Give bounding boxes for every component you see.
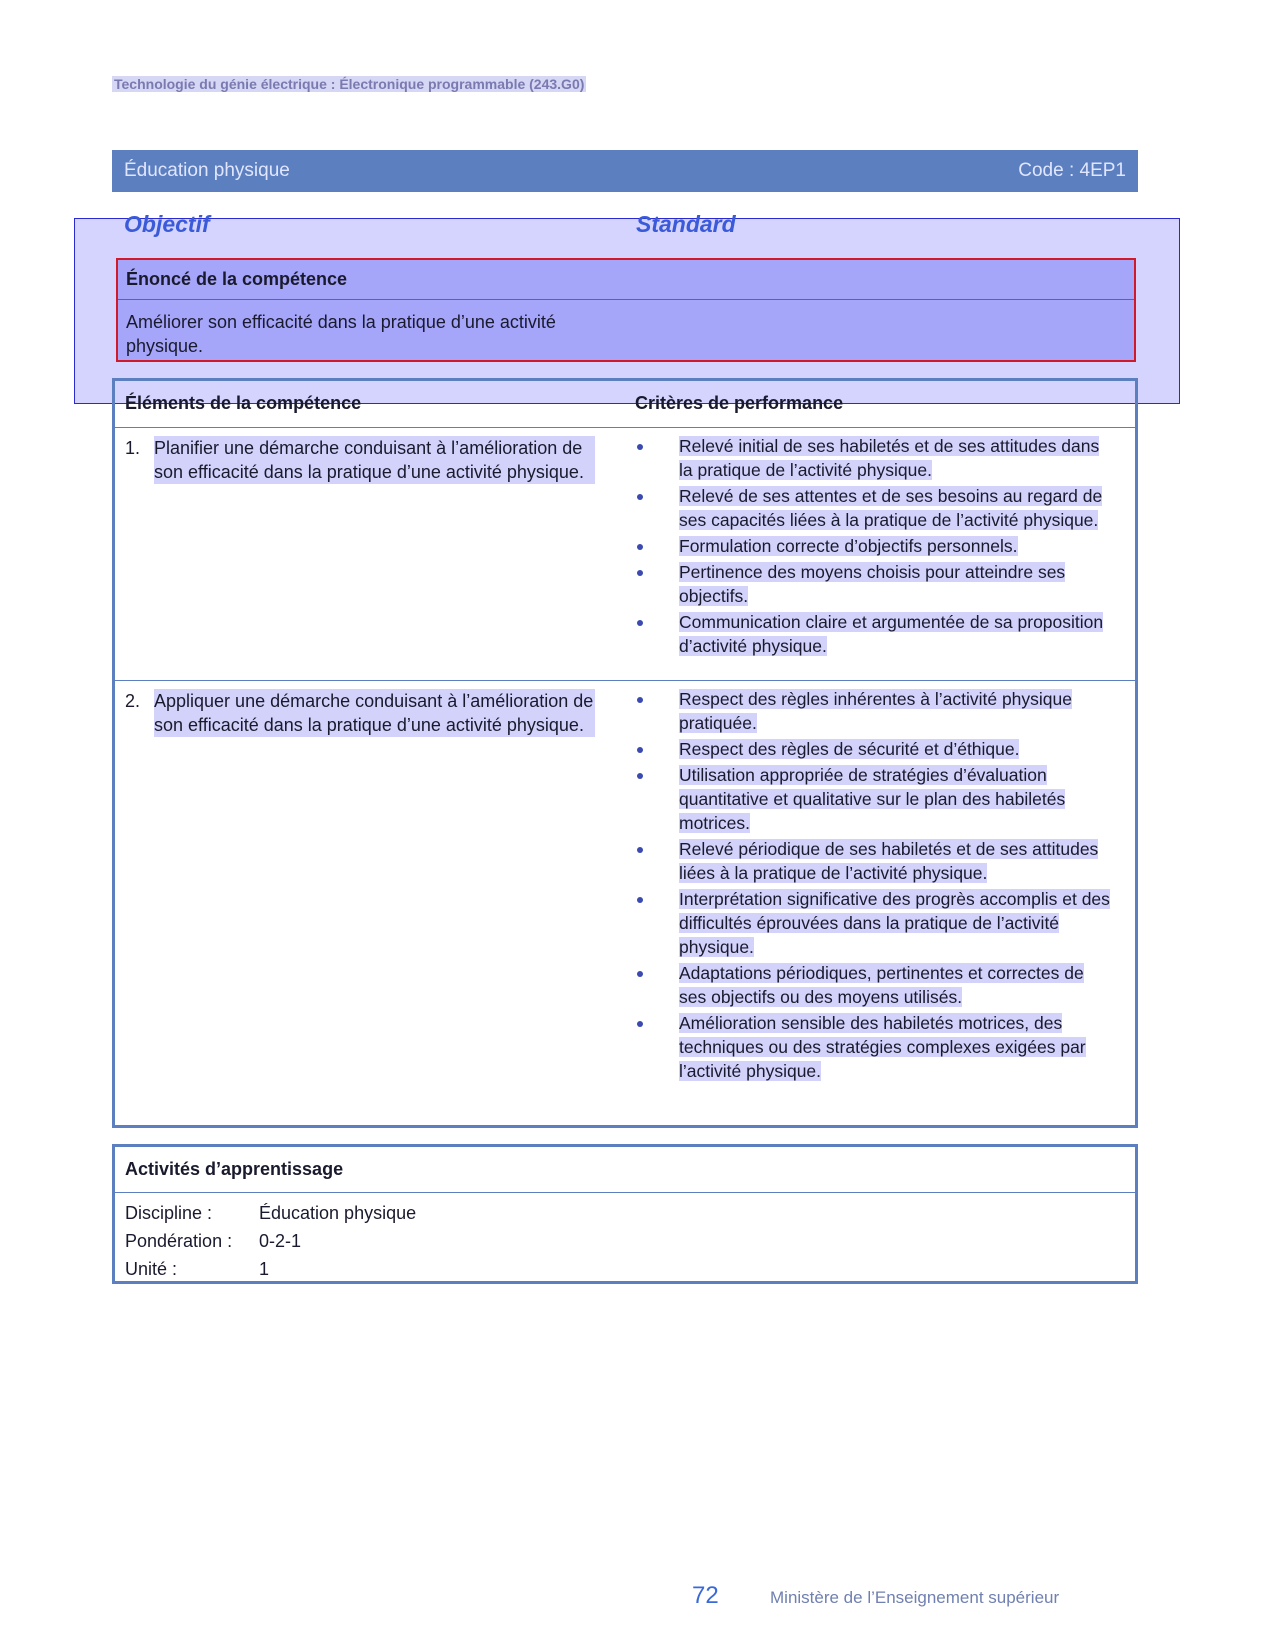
bullet-icon	[637, 971, 643, 977]
course-name: Éducation physique	[124, 160, 290, 181]
bullet-icon	[637, 1021, 643, 1027]
table-row	[115, 681, 1135, 1127]
ponderation-value: 0-2-1	[259, 1231, 302, 1251]
objectif-label: Objectif	[124, 211, 210, 237]
bullet-icon	[637, 570, 643, 576]
criteria-item: Relevé périodique de ses habiletés et de ses attitudes liées à la pratique de l’activité physique.	[635, 837, 1115, 885]
criteria-item: Communication claire et argumentée de sa proposition d’activité physique.	[635, 610, 1115, 658]
competence-text: Améliorer son efficacité dans la pratique d’une activité physique.	[126, 312, 556, 356]
objective-standard-row	[124, 211, 1124, 239]
unite-value: 1	[259, 1259, 270, 1279]
criteria-item: Amélioration sensible des habiletés motrices, des techniques ou des stratégies complexes exigées par l’activité physique.	[635, 1011, 1115, 1083]
bullet-icon	[637, 544, 643, 550]
table-header	[115, 381, 1135, 428]
page-number: 72	[692, 1582, 719, 1609]
elements-column-header: Éléments de la compétence	[125, 393, 362, 413]
criteria-item: Formulation correcte d’objectifs personnels.	[635, 534, 1115, 558]
table-row	[115, 428, 1135, 681]
bullet-icon	[637, 747, 643, 753]
criteria-item: Interprétation significative des progrès accomplis et des difficultés éprouvées dans la pratique de l’activité physique.	[635, 887, 1115, 959]
element-item	[125, 436, 595, 484]
learning-activities	[112, 1144, 1138, 1284]
competence-statement[interactable]	[116, 258, 1136, 362]
bullet-icon	[637, 897, 643, 903]
criteria-item: Utilisation appropriée de stratégies d’évaluation quantitative et qualitative sur le plan des habiletés motrices.	[635, 763, 1115, 835]
criteria-list	[635, 434, 1115, 660]
discipline-value: Éducation physique	[259, 1203, 417, 1223]
element-item	[125, 689, 595, 737]
activities-heading: Activités d’apprentissage	[115, 1147, 1135, 1193]
criteria-item: Relevé de ses attentes et de ses besoins au regard de ses capacités liées à la pratique de l’activité physique.	[635, 484, 1115, 532]
criteria-item: Respect des règles inhérentes à l’activité physique pratiquée.	[635, 687, 1115, 735]
standard-label: Standard	[636, 211, 736, 237]
ministry-name: Ministère de l’Enseignement supérieur	[770, 1588, 1060, 1607]
bullet-icon	[637, 697, 643, 703]
element-number: 1.	[125, 438, 141, 458]
course-title-bar	[112, 150, 1138, 192]
competence-heading: Énoncé de la compétence	[118, 260, 1134, 300]
page-footer	[692, 1582, 1092, 1612]
element-text: Appliquer une démarche conduisant à l’amélioration de son efficacité dans la pratique d’une activité physique.	[154, 691, 594, 735]
discipline-row	[125, 1199, 1135, 1227]
bullet-icon	[637, 620, 643, 626]
criteria-item: Adaptations périodiques, pertinentes et correctes de ses objectifs ou des moyens utilisés.	[635, 961, 1115, 1009]
document-header: Technologie du génie électrique : Électronique programmable (243.G0)	[114, 76, 585, 92]
bullet-icon	[637, 494, 643, 500]
discipline-label: Discipline :	[125, 1203, 213, 1223]
element-number: 2.	[125, 691, 141, 711]
course-code: Code : 4EP1	[1018, 160, 1126, 181]
criteria-item: Respect des règles de sécurité et d’éthique.	[635, 737, 1115, 761]
competence-table	[112, 378, 1138, 1128]
bullet-icon	[637, 847, 643, 853]
criteria-item: Relevé initial de ses habiletés et de ses attitudes dans la pratique de l’activité physique.	[635, 434, 1115, 482]
unite-label: Unité :	[125, 1259, 178, 1279]
ponderation-row	[125, 1227, 1135, 1255]
criteria-column-header: Critères de performance	[635, 393, 844, 413]
element-text: Planifier une démarche conduisant à l’amélioration de son efficacité dans la pratique d’une activité physique.	[154, 436, 595, 484]
criteria-item: Pertinence des moyens choisis pour atteindre ses objectifs.	[635, 560, 1115, 608]
bullet-icon	[637, 444, 643, 450]
ponderation-label: Pondération :	[125, 1231, 233, 1251]
bullet-icon	[637, 773, 643, 779]
criteria-list	[635, 687, 1115, 1085]
unite-row	[125, 1255, 1135, 1283]
